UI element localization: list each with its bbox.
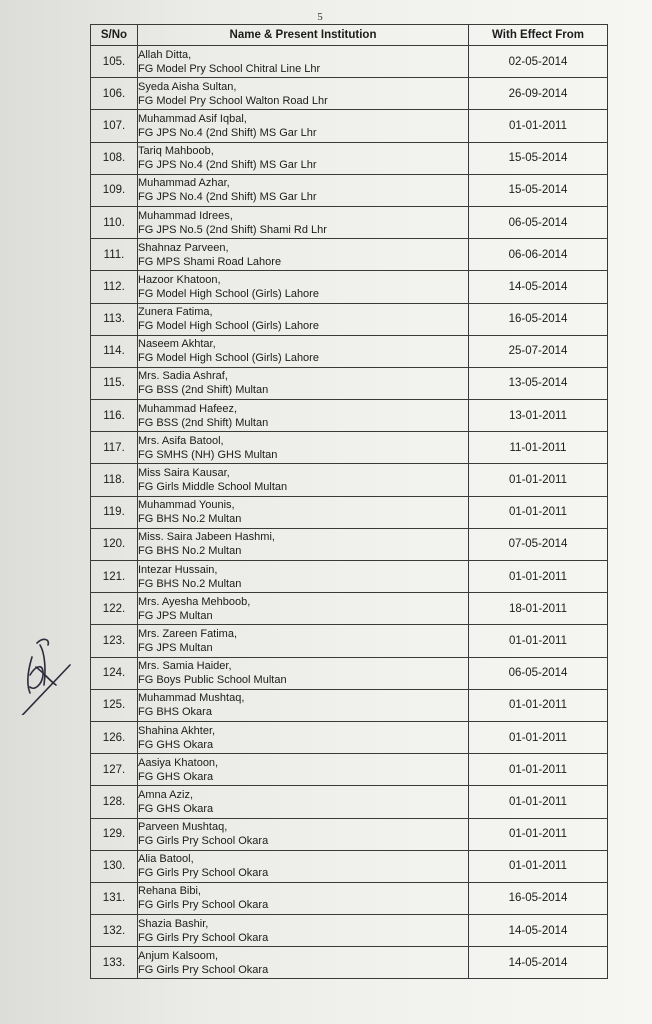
institution-name: FG Model Pry School Chitral Line Lhr — [138, 62, 321, 75]
person-name: Tariq Mahboob, — [138, 145, 214, 158]
row-sno: 112. — [91, 271, 138, 303]
table-row — [91, 754, 608, 786]
row-date: 07-05-2014 — [469, 528, 608, 560]
person-name: Muhammad Asif Iqbal, — [138, 112, 247, 125]
person-name: Muhammad Younis, — [138, 499, 235, 512]
row-date: 01-01-2011 — [469, 561, 608, 593]
person-name: Amna Aziz, — [138, 788, 194, 801]
row-sno: 111. — [91, 239, 138, 271]
row-sno: 133. — [91, 947, 138, 979]
row-name-cell — [138, 561, 469, 593]
row-sno: 120. — [91, 528, 138, 560]
table-row — [91, 528, 608, 560]
row-date: 02-05-2014 — [469, 46, 608, 78]
row-date: 15-05-2014 — [469, 174, 608, 206]
table-row — [91, 464, 608, 496]
row-name-cell — [138, 593, 469, 625]
person-name: Miss. Saira Jabeen Hashmi, — [138, 531, 275, 544]
row-sno: 125. — [91, 689, 138, 721]
row-date: 16-05-2014 — [469, 882, 608, 914]
table-row — [91, 142, 608, 174]
row-date: 14-05-2014 — [469, 947, 608, 979]
person-name: Shahnaz Parveen, — [138, 241, 229, 254]
table-row — [91, 46, 608, 78]
institution-name: FG BHS No.2 Multan — [138, 545, 242, 558]
row-name-cell — [138, 239, 469, 271]
institution-name: FG GHS Okara — [138, 738, 214, 751]
table-row — [91, 78, 608, 110]
transfer-table — [90, 24, 608, 979]
row-name-cell — [138, 174, 469, 206]
table-row — [91, 206, 608, 238]
person-name: Parveen Mushtaq, — [138, 821, 228, 834]
person-name: Muhammad Idrees, — [138, 209, 233, 222]
institution-name: FG JPS No.4 (2nd Shift) MS Gar Lhr — [138, 159, 317, 172]
institution-name: FG JPS No.4 (2nd Shift) MS Gar Lhr — [138, 191, 317, 204]
row-date: 14-05-2014 — [469, 915, 608, 947]
row-name-cell — [138, 625, 469, 657]
table-body — [91, 46, 608, 979]
table-row — [91, 593, 608, 625]
row-name-cell — [138, 721, 469, 753]
row-sno: 121. — [91, 561, 138, 593]
row-date: 01-01-2011 — [469, 464, 608, 496]
institution-name: FG MPS Shami Road Lahore — [138, 255, 282, 268]
row-date: 06-05-2014 — [469, 206, 608, 238]
row-date: 13-01-2011 — [469, 400, 608, 432]
row-sno: 118. — [91, 464, 138, 496]
row-sno: 106. — [91, 78, 138, 110]
row-date: 01-01-2011 — [469, 496, 608, 528]
row-name-cell — [138, 947, 469, 979]
row-date: 25-07-2014 — [469, 335, 608, 367]
row-name-cell — [138, 303, 469, 335]
row-name-cell — [138, 882, 469, 914]
institution-name: FG BHS Okara — [138, 706, 212, 719]
table-row — [91, 689, 608, 721]
row-sno: 114. — [91, 335, 138, 367]
person-name: Alia Batool, — [138, 853, 194, 866]
table-header-row — [91, 25, 608, 46]
institution-name: FG Model High School (Girls) Lahore — [138, 287, 319, 300]
row-name-cell — [138, 432, 469, 464]
table-row — [91, 561, 608, 593]
row-sno: 105. — [91, 46, 138, 78]
institution-name: FG Girls Pry School Okara — [138, 867, 269, 880]
table-row — [91, 818, 608, 850]
table-row — [91, 625, 608, 657]
row-name-cell — [138, 528, 469, 560]
row-sno: 130. — [91, 850, 138, 882]
person-name: Mrs. Zareen Fatima, — [138, 627, 238, 640]
institution-name: FG BSS (2nd Shift) Multan — [138, 416, 269, 429]
person-name: Intezar Hussain, — [138, 563, 218, 576]
institution-name: FG Girls Pry School Okara — [138, 835, 269, 848]
person-name: Naseem Akhtar, — [138, 338, 216, 351]
row-sno: 109. — [91, 174, 138, 206]
row-date: 01-01-2011 — [469, 818, 608, 850]
institution-name: FG Model High School (Girls) Lahore — [138, 320, 319, 333]
person-name: Mrs. Samia Haider, — [138, 660, 232, 673]
row-name-cell — [138, 786, 469, 818]
person-name: Zunera Fatima, — [138, 306, 213, 319]
row-name-cell — [138, 689, 469, 721]
row-name-cell — [138, 496, 469, 528]
row-sno: 123. — [91, 625, 138, 657]
person-name: Anjum Kalsoom, — [138, 949, 219, 962]
table-row — [91, 721, 608, 753]
row-date: 01-01-2011 — [469, 850, 608, 882]
row-date: 01-01-2011 — [469, 721, 608, 753]
table-row — [91, 882, 608, 914]
row-name-cell — [138, 367, 469, 399]
row-sno: 131. — [91, 882, 138, 914]
person-name: Mrs. Asifa Batool, — [138, 434, 224, 447]
institution-name: FG Girls Middle School Multan — [138, 481, 288, 494]
row-name-cell — [138, 335, 469, 367]
table-row — [91, 850, 608, 882]
institution-name: FG Model High School (Girls) Lahore — [138, 352, 319, 365]
row-name-cell — [138, 464, 469, 496]
person-name: Muhammad Hafeez, — [138, 402, 238, 415]
person-name: Mrs. Sadia Ashraf, — [138, 370, 228, 383]
row-date: 01-01-2011 — [469, 625, 608, 657]
table-row — [91, 110, 608, 142]
row-sno: 126. — [91, 721, 138, 753]
row-name-cell — [138, 818, 469, 850]
page-number: 5 — [317, 11, 323, 23]
row-sno: 119. — [91, 496, 138, 528]
row-name-cell — [138, 850, 469, 882]
row-sno: 110. — [91, 206, 138, 238]
table-row — [91, 496, 608, 528]
row-sno: 124. — [91, 657, 138, 689]
row-sno: 128. — [91, 786, 138, 818]
institution-name: FG BHS No.2 Multan — [138, 513, 242, 526]
row-name-cell — [138, 110, 469, 142]
person-name: Aasiya Khatoon, — [138, 756, 219, 769]
row-sno: 117. — [91, 432, 138, 464]
person-name: Muhammad Azhar, — [138, 177, 230, 190]
institution-name: FG Girls Pry School Okara — [138, 899, 269, 912]
row-date: 15-05-2014 — [469, 142, 608, 174]
signature-icon — [10, 615, 80, 715]
row-name-cell — [138, 46, 469, 78]
person-name: Muhammad Mushtaq, — [138, 692, 245, 705]
row-date: 13-05-2014 — [469, 367, 608, 399]
person-name: Hazoor Khatoon, — [138, 273, 221, 286]
row-name-cell — [138, 657, 469, 689]
institution-name: FG Boys Public School Multan — [138, 674, 287, 687]
institution-name: FG Girls Pry School Okara — [138, 963, 269, 976]
row-sno: 107. — [91, 110, 138, 142]
row-sno: 113. — [91, 303, 138, 335]
table-row — [91, 400, 608, 432]
table-row — [91, 915, 608, 947]
person-name: Shazia Bashir, — [138, 917, 209, 930]
row-name-cell — [138, 271, 469, 303]
row-sno: 116. — [91, 400, 138, 432]
row-date: 18-01-2011 — [469, 593, 608, 625]
table-row — [91, 657, 608, 689]
institution-name: FG SMHS (NH) GHS Multan — [138, 448, 278, 461]
row-date: 11-01-2011 — [469, 432, 608, 464]
institution-name: FG BSS (2nd Shift) Multan — [138, 384, 269, 397]
header-date: With Effect From — [469, 25, 608, 46]
row-date: 26-09-2014 — [469, 78, 608, 110]
person-name: Shahina Akhter, — [138, 724, 216, 737]
row-date: 01-01-2011 — [469, 689, 608, 721]
row-sno: 129. — [91, 818, 138, 850]
row-name-cell — [138, 78, 469, 110]
table-row — [91, 786, 608, 818]
header-name: Name & Present Institution — [138, 25, 469, 46]
person-name: Mrs. Ayesha Mehboob, — [138, 595, 251, 608]
table-row — [91, 947, 608, 979]
table-row — [91, 271, 608, 303]
row-name-cell — [138, 754, 469, 786]
person-name: Rehana Bibi, — [138, 885, 201, 898]
row-date: 01-01-2011 — [469, 754, 608, 786]
row-sno: 122. — [91, 593, 138, 625]
row-date: 01-01-2011 — [469, 786, 608, 818]
header-sno: S/No — [91, 25, 138, 46]
person-name: Syeda Aisha Sultan, — [138, 80, 237, 93]
row-name-cell — [138, 142, 469, 174]
row-name-cell — [138, 206, 469, 238]
institution-name: FG JPS No.4 (2nd Shift) MS Gar Lhr — [138, 126, 317, 139]
institution-name: FG JPS Multan — [138, 609, 213, 622]
row-sno: 108. — [91, 142, 138, 174]
table-row — [91, 367, 608, 399]
row-date: 01-01-2011 — [469, 110, 608, 142]
table-row — [91, 239, 608, 271]
person-name: Miss Saira Kausar, — [138, 467, 230, 480]
row-date: 14-05-2014 — [469, 271, 608, 303]
institution-name: FG Model Pry School Walton Road Lhr — [138, 94, 328, 107]
row-date: 16-05-2014 — [469, 303, 608, 335]
row-date: 06-06-2014 — [469, 239, 608, 271]
row-sno: 115. — [91, 367, 138, 399]
institution-name: FG JPS Multan — [138, 641, 213, 654]
institution-name: FG Girls Pry School Okara — [138, 931, 269, 944]
row-date: 06-05-2014 — [469, 657, 608, 689]
institution-name: FG GHS Okara — [138, 802, 214, 815]
row-sno: 132. — [91, 915, 138, 947]
row-name-cell — [138, 400, 469, 432]
table-row — [91, 174, 608, 206]
institution-name: FG BHS No.2 Multan — [138, 577, 242, 590]
table-row — [91, 303, 608, 335]
row-name-cell — [138, 915, 469, 947]
table-row — [91, 432, 608, 464]
institution-name: FG GHS Okara — [138, 770, 214, 783]
table-row — [91, 335, 608, 367]
row-sno: 127. — [91, 754, 138, 786]
person-name: Allah Ditta, — [138, 48, 192, 61]
institution-name: FG JPS No.5 (2nd Shift) Shami Rd Lhr — [138, 223, 327, 236]
